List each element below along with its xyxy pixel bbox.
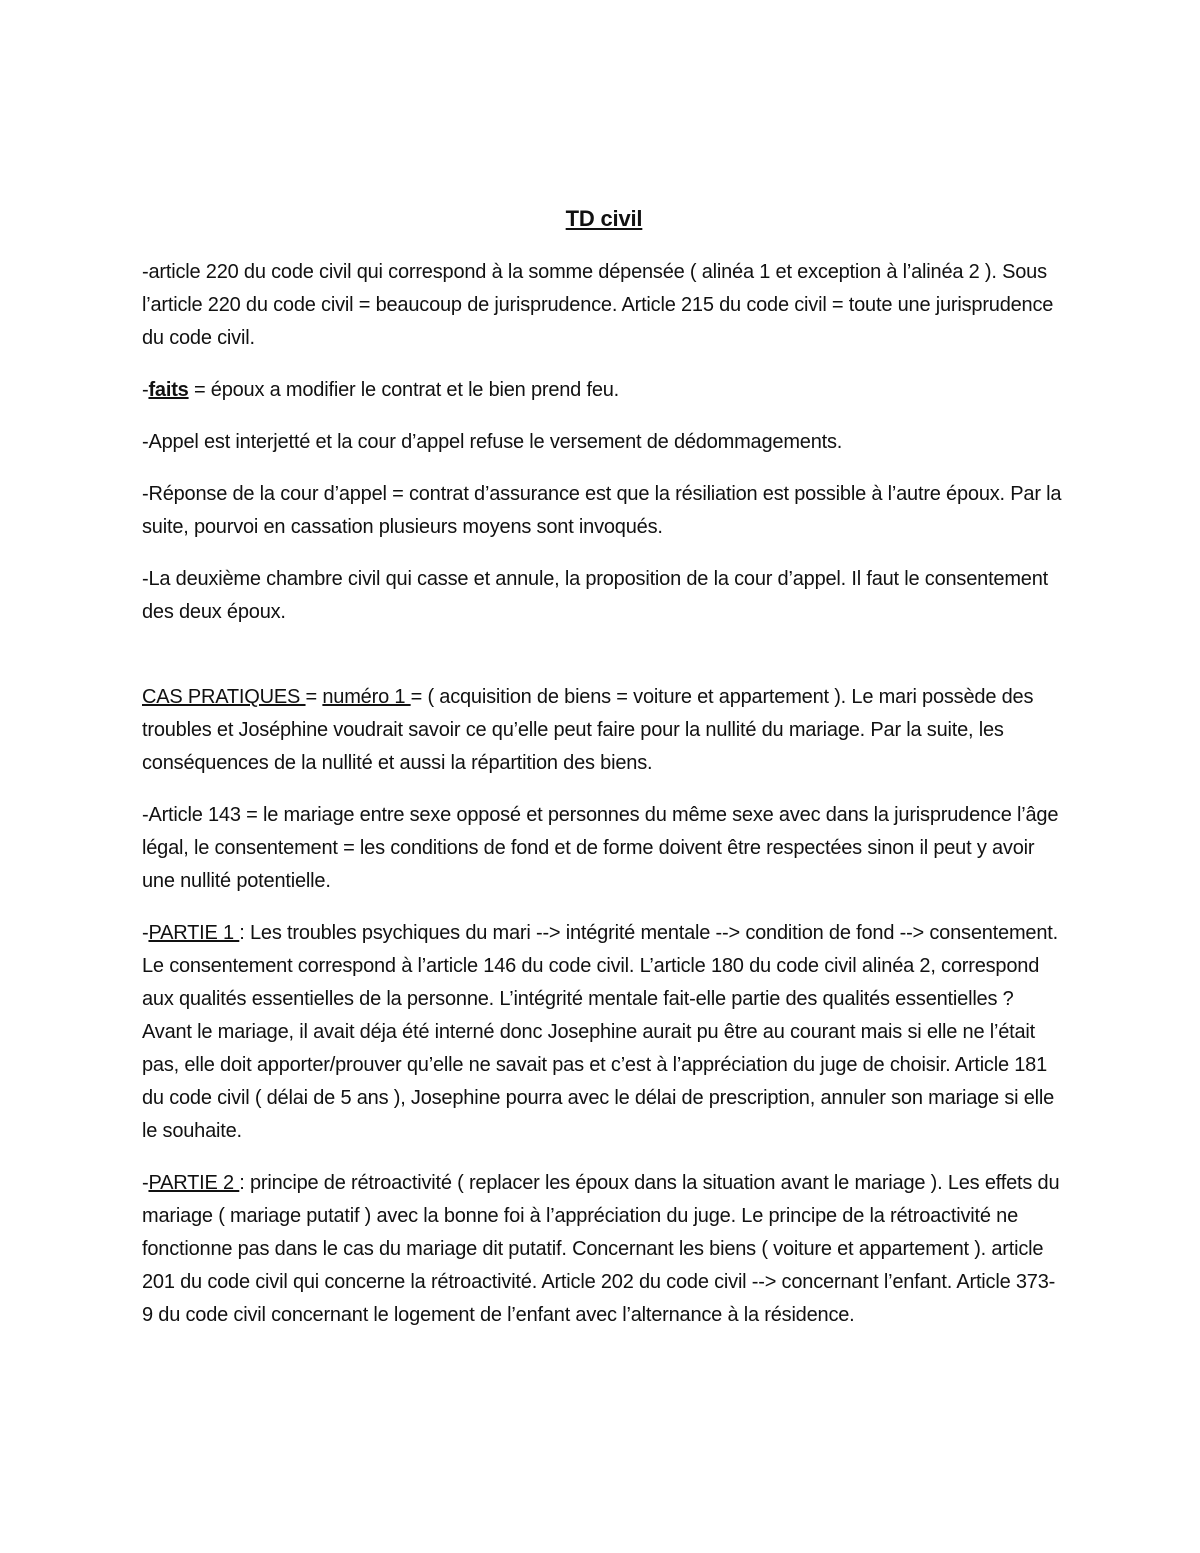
paragraph-article-143: -Article 143 = le mariage entre sexe opposé et personnes du même sexe avec dans la jurisprudence l’âge légal, le consentement = les conditions de fond et de forme doivent être respectées sinon il peut y avoir une nullité potentielle. bbox=[142, 804, 1059, 892]
paragraph-partie-2 bbox=[142, 1167, 1066, 1332]
paragraph-cas-pratiques bbox=[142, 681, 1066, 780]
partie-2-text: : principe de rétroactivité ( replacer les époux dans la situation avant le mariage ). Les effets du mariage ( mariage putatif ) avec la bonne foi à l’appréciation du juge. Le principe de la rétroactivité ne fonctionne pas dans le cas du mariage dit putatif. Concernant les biens ( voiture et appartement ). article 201 du code civil qui concerne la rétroactivité. Article 202 du code civil --> concernant l’enfant. Article 373-9 du code civil concernant le logement de l’enfant avec l’alternance à la résidence. bbox=[142, 1172, 1060, 1326]
dash-prefix: - bbox=[142, 922, 149, 944]
paragraph-article-220: -article 220 du code civil qui correspond à la somme dépensée ( alinéa 1 et exception à l’alinéa 2 ). Sous l’article 220 du code civil = beaucoup de jurisprudence. Article 215 du code civil = toute une jurisprudence du code civil. bbox=[142, 261, 1054, 349]
paragraph-faits bbox=[142, 374, 1066, 407]
paragraph-partie-1 bbox=[142, 917, 1066, 1148]
paragraph-deuxieme-chambre: -La deuxième chambre civil qui casse et annule, la proposition de la cour d’appel. Il faut le consentement des deux époux. bbox=[142, 568, 1049, 623]
partie-1-label: PARTIE 1 bbox=[148, 922, 240, 944]
faits-text: = époux a modifier le contrat et le bien prend feu. bbox=[188, 379, 620, 401]
dash-prefix: - bbox=[142, 379, 149, 401]
paragraph-reponse-cour: -Réponse de la cour d’appel = contrat d’assurance est que la résiliation est possible à l’autre époux. Par la suite, pourvoi en cassation plusieurs moyens sont invoqués. bbox=[142, 483, 1062, 538]
paragraph-appel: -Appel est interjetté et la cour d’appel refuse le versement de dédommagements. bbox=[142, 431, 843, 453]
partie-1-text: : Les troubles psychiques du mari --> intégrité mentale --> condition de fond --> consentement. Le consentement correspond à l’article 146 du code civil. L’article 180 du code civil alinéa 2, correspond aux qualités essentielles de la personne. L’intégrité mentale fait-elle partie des qualités essentielles ? Avant le mariage, il avait déja été interné donc Josephine aurait pu être au courant mais si elle ne l’était pas, elle doit apporter/prouver qu’elle ne savait pas et c’est à l’appréciation du juge de choisir. Article 181 du code civil ( délai de 5 ans ), Josephine pourra avec le délai de prescription, annuler son mariage si elle le souhaite. bbox=[142, 922, 1058, 1142]
cas-pratiques-label: CAS PRATIQUES bbox=[142, 686, 306, 708]
cas-pratiques-text: = ( acquisition de biens = voiture et appartement ). Le mari possède des troubles et Joséphine voudrait savoir ce qu’elle peut faire pour la nullité du mariage. Par la suite, les conséquences de la nullité et aussi la répartition des biens. bbox=[142, 686, 1034, 774]
document-title: TD civil bbox=[565, 206, 643, 231]
numero-label: numéro 1 bbox=[322, 686, 411, 708]
cas-pratiques-separator: = bbox=[305, 686, 323, 708]
dash-prefix: - bbox=[142, 1172, 149, 1194]
document-page bbox=[142, 200, 1066, 1351]
partie-2-label: PARTIE 2 bbox=[148, 1172, 240, 1194]
faits-label: faits bbox=[148, 379, 189, 401]
